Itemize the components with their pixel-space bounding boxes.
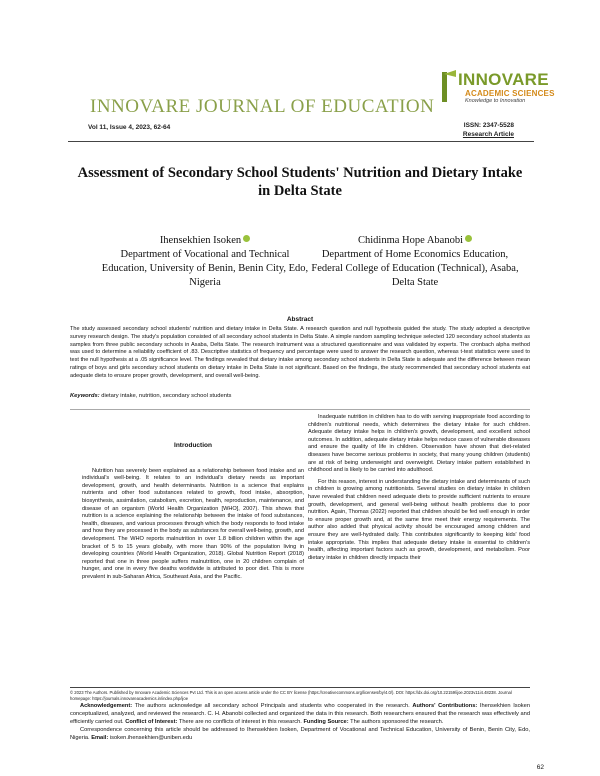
issn: ISSN: 2347-5528 xyxy=(463,122,514,129)
publisher-logo-line1: INNOVARE xyxy=(458,70,549,89)
section-heading-introduction: Introduction xyxy=(174,442,212,449)
correspondence-paragraph xyxy=(70,726,530,742)
footnotes xyxy=(70,702,530,742)
acknowledgement-label: Acknowledgement: xyxy=(80,703,133,709)
email-label: Email: xyxy=(91,735,109,741)
keywords-list: dietary intake, nutrition, secondary school students xyxy=(101,393,232,399)
abstract-divider xyxy=(70,409,530,410)
orcid-icon[interactable] xyxy=(465,235,472,242)
author-block-1 xyxy=(100,234,310,290)
publisher-logo xyxy=(438,68,560,108)
page-number: 62 xyxy=(536,764,544,771)
keywords-label: Keywords: xyxy=(70,393,100,399)
author-block-2 xyxy=(310,234,520,290)
email-link[interactable]: isoken.ihensekhien@uniben.edu xyxy=(109,735,193,741)
publisher-logo-line3: Knowledge to Innovation xyxy=(465,98,526,104)
funding-label: Funding Source: xyxy=(303,719,349,725)
author-name: Chidinma Hope Abanobi xyxy=(358,235,463,246)
body-paragraph: Inadequate nutrition in children has to do with serving inappropriate food according to children's nutritional needs, which determines the dietary intake for such children. Adequate dietary intake helps in children's growth, development, and excellent school outcomes. In addition, adequate dietary intake helps reduce cases of vulnerable diseases and ensure the quality of life in children. Observation have shown that diet-related diseases have become serious problems in society, that many young children (students) are at risk of being underweight and overweight. Dietary intake pattern established in childhood and is likely to be carried into adulthood. xyxy=(308,414,530,474)
publisher-logo-line2: ACADEMIC SCIENCES xyxy=(465,89,555,98)
author-affiliation: Department of Vocational and Technical Education, University of Benin, Benin City, Edo, Nigeria xyxy=(101,249,309,288)
correspondence-text: Correspondence concerning this article should be addressed to Ihensekhien Isoken, Department of Vocational and Technical Education, University of Benin, Benin City, Edo, Nigeria. xyxy=(70,727,530,741)
author-affiliation: Department of Home Economics Education, Federal College of Education (Technical), Asaba, Delta State xyxy=(311,249,519,288)
contributions-label: Authors' Contributions: xyxy=(412,703,478,709)
contributions-text: Ihensekhien Isoken conceptualized, analyzed, and reviewed the research. C. H. Abanobi collected and organized the data in this research. Both researchers ensured that the research was effectively and efficiently carried out. xyxy=(70,703,530,725)
publisher-logo-icon xyxy=(438,68,460,106)
header-divider xyxy=(68,141,534,142)
orcid-icon[interactable] xyxy=(243,235,250,242)
conflict-label: Conflict of Interest: xyxy=(125,719,178,725)
volume-info: Vol 11, Issue 4, 2023, 62-64 xyxy=(88,124,171,131)
acknowledgement-text: The authors acknowledge all secondary school Principals and students who cooperated in the research. xyxy=(134,703,410,709)
acknowledgement-paragraph xyxy=(70,702,530,726)
article-title: Assessment of Secondary School Students' Nutrition and Dietary Intake in Delta State xyxy=(77,165,523,199)
keywords xyxy=(70,393,530,399)
body-paragraph: Nutrition has severely been explained as a relationship between food intake and an individual's well-being. It relates to an individual's dietary needs as important development, growth, and health determinants. Nutrition is a science that explains nutrients and other food substances related to growth, food intake, absorption, biosynthesis, assimilation, catabolism, excretion, health, reproduction, maintenance, and disease of an organism (World Health Organization [WHO], 2007). This shows that nutrition is a science explaining the relationship between the intake of food substances, health, diseases, and various processes through which the body responds to food intake and how they are processed in the body as substances for overall well-being, growth, and development. The WHO reports malnutrition in over 1.8 billion children within the age bracket of 5 to 15 years globally, with more than 90% of the population living in developing countries (World Health Organization, 2018). Global Nutrition Report (2018) reported that one in three people suffers malnutrition, one in 20 children complain of hunger, and one in every five deaths worldwide is attributed to poor diet. This is more prevalent in sub-Saharan Africa, Southeast Asia, and the Pacific. xyxy=(82,467,304,580)
abstract-text: The study assessed secondary school students' nutrition and dietary intake in Delta State. A research question and null hypothesis guided the study. The study adopted a descriptive survey research design. The study's population consisted of all secondary school students in Delta State. A simple random sampling technique selected 120 secondary school students as samples from three public secondary schools in Asaba, Delta State. The research instrument was a structured questionnaire and was validated by experts. The cronbach alpha method was used to determine a reliability coefficient of .83. Descriptive statistics of frequency and percentage were used to answer the research question, whereas t-test statistics were used to test the null hypothesis at a .05 significance level. The findings revealed that dietary intake among secondary school students in Delta State is adequate and the difference between mean ratings of boys and girls secondary school students on dietary intake in Delta State is not significant. Based on the findings, the study recommended that secondary school students eat adequate diets to ensure proper growth, development, and overall well-being. xyxy=(70,326,530,379)
abstract-heading: Abstract xyxy=(286,316,314,323)
copyright-notice: © 2023 The Authors. Published by Innovare Academic Sciences Pvt Ltd. This is an open access article under the CC BY license (https://creativecommons.org/licenses/by/4.0/). DOI: https://dx.doi.org/10.22159/ijoe.2023v11i4.48238. Journal homepage: https://journals.innovareacademics.in/index.php/ijoe xyxy=(70,690,512,701)
conflict-text: There are no conflicts of interest in this research. xyxy=(178,719,302,725)
footer-divider xyxy=(70,687,530,688)
right-column xyxy=(308,414,530,566)
author-name: Ihensekhien Isoken xyxy=(159,235,242,246)
funding-text: The authors sponsored the research. xyxy=(350,719,444,725)
issn-block xyxy=(463,121,514,139)
left-column xyxy=(82,414,304,586)
article-type: Research Article xyxy=(462,131,514,138)
journal-title: INNOVARE JOURNAL OF EDUCATION xyxy=(90,96,435,117)
body-paragraph: For this reason, interest in understanding the dietary intake and determinants of such in children is growing among nutritionists. Several studies on dietary intake in children have revealed that children need adequate diets to provide sufficient nutrients to ensure growth, development, and general well-being without health problems due to poor nutrition. Again, Thomas (2022) reported that children should be fed well enough in order to ensure proper growth and, at the same time meet their energy requirements. The author also added that physical activity should be encouraged among children and ensure they are well-hydrated daily. This contributes significantly to keeping kids' food intake appropriate. This implies that adequate dietary intake is essential to children's health, affecting important factors such as growth, development, and metabolism. Poor dietary intake in children directly impacts their xyxy=(308,478,530,561)
